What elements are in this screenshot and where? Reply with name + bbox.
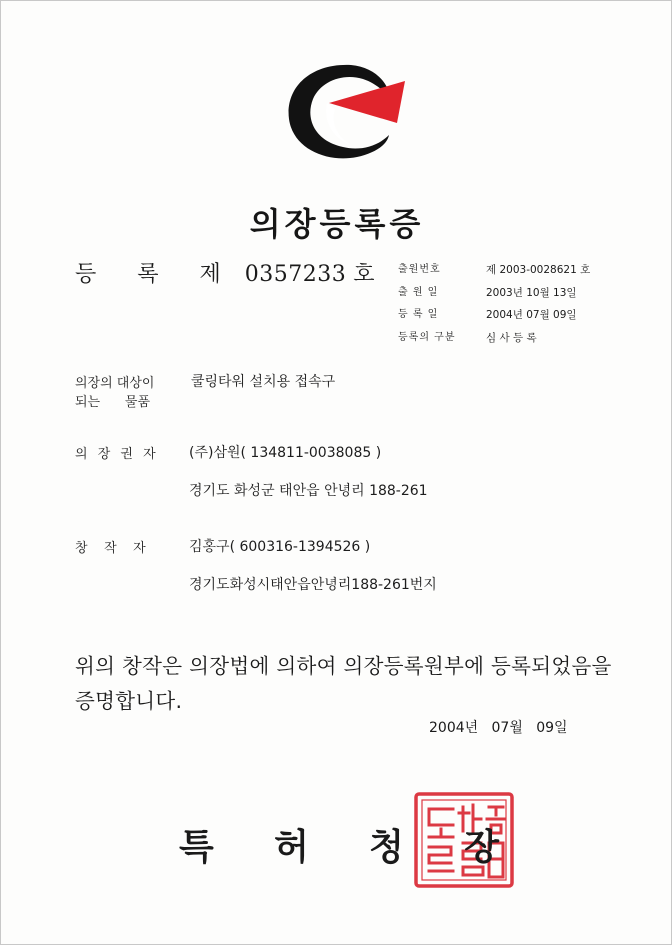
issuer-char: 허: [274, 827, 309, 868]
kipo-emblem-logo: [279, 59, 411, 167]
creator-address: 경기도화성시태안읍안녕리188-261번지: [189, 577, 437, 593]
issuer-char: 장: [464, 827, 499, 868]
creator-label: 창 작 자: [75, 541, 146, 556]
subject-value: 쿨링타워 설치용 접속구: [191, 374, 336, 390]
meta-key: 등록의 구분: [398, 331, 456, 343]
holder-name: (주)삼원( 134811-0038085 ): [189, 445, 382, 461]
issuer-char: 청: [369, 827, 404, 868]
issuer-name: [179, 819, 499, 870]
certification-statement: 위의 창작은 의장법에 의하여 의장등록원부에 등록되었음을 증명합니다.: [75, 654, 612, 713]
meta-row-registration-date: [398, 304, 590, 327]
registration-number-value: 0357233: [244, 262, 347, 287]
registration-label: 등 록 제: [75, 262, 238, 287]
holder-label: 의 장 권 자: [75, 447, 159, 462]
subject-label-line2: 되는 물품: [75, 395, 151, 410]
issuer-char: 특: [179, 827, 214, 868]
meta-value: 2004년 07월 09일: [486, 309, 577, 321]
meta-row-application-date: [398, 282, 590, 305]
meta-value: 제 2003-0028621 호: [486, 264, 591, 276]
meta-row-application-number: [398, 259, 590, 282]
creator-name: 김홍구( 600316-1394526 ): [189, 539, 371, 555]
meta-value: 심 사 등 록: [486, 331, 537, 344]
certificate-title: 의장등록증: [249, 205, 425, 243]
meta-key: 출 원 일: [398, 286, 439, 298]
meta-key: 등 록 일: [398, 309, 439, 320]
issue-date: 2004년 07월 09일: [429, 720, 568, 736]
meta-row-registration-type: [398, 327, 590, 350]
meta-value: 2003년 10월 13일: [486, 286, 577, 299]
registration-meta: [398, 259, 590, 349]
meta-key: 출원번호: [398, 264, 441, 275]
registration-number: [75, 257, 375, 288]
holder-address: 경기도 화성군 태안읍 안녕리 188-261: [189, 483, 428, 499]
registration-suffix: 호: [353, 262, 375, 287]
subject-label-line1: 의장의 대상이: [75, 376, 155, 391]
